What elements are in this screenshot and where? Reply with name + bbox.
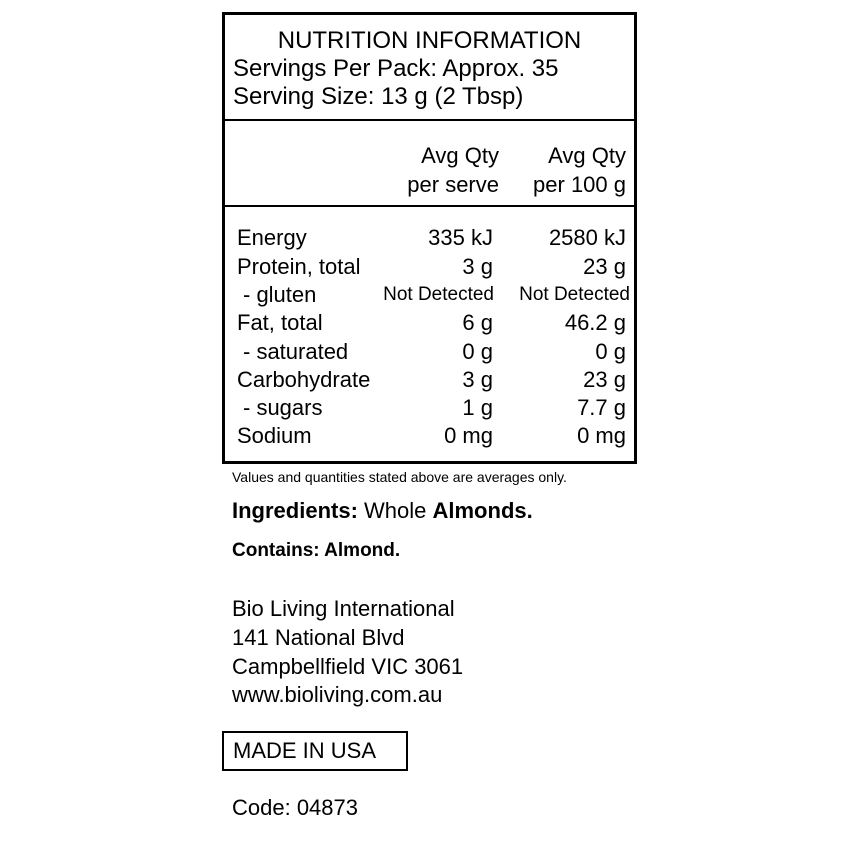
column-header-per-100g-line2: per 100 g [533,172,626,197]
nutrient-name: - gluten [243,282,317,307]
value-per-100g: 46.2 g [564,310,626,335]
value-per-100g: Not Detected [519,284,630,305]
serving-size: Serving Size: 13 g (2 Tbsp) [233,83,524,110]
table-row [225,422,634,450]
value-per-100g: 0 g [595,339,626,364]
table-row [225,281,634,309]
table-row [225,253,634,281]
value-per-100g: 0 mg [577,423,626,448]
website: www.bioliving.com.au [232,682,443,707]
city-address: Campbellfield VIC 3061 [232,654,464,679]
nutrient-name: Carbohydrate [237,367,371,392]
value-per-serve: 0 mg [444,423,493,448]
table-row [225,366,634,394]
value-per-serve: 0 g [462,339,493,364]
averages-note: Values and quantities stated above are averages only. [232,469,567,485]
column-header-per-100g [533,141,626,199]
country-of-origin-box: MADE IN USA [222,731,408,771]
company-name: Bio Living International [232,596,455,621]
nutrition-panel [222,12,637,464]
nutrient-name: Fat, total [237,310,323,335]
table-row [225,309,634,337]
column-header-per-100g-line1: Avg Qty [548,143,626,168]
street-address: 141 National Blvd [232,625,405,650]
column-headers [225,119,634,207]
value-per-serve: 3 g [462,367,493,392]
column-header-per-serve-line2: per serve [407,172,499,197]
value-per-100g: 23 g [583,367,626,392]
value-per-serve: 3 g [462,254,493,279]
value-per-serve: 6 g [462,310,493,335]
value-per-serve: 335 kJ [428,225,493,250]
table-row [225,394,634,422]
nutrition-title: NUTRITION INFORMATION [277,27,582,54]
servings-per-pack: Servings Per Pack: Approx. 35 [233,55,559,82]
value-per-100g: 2580 kJ [548,225,626,250]
ingredients-bold-text: Almonds. [432,498,533,523]
table-row [225,224,634,252]
nutrient-name: - saturated [243,339,349,364]
allergen-statement: Contains: Almond. [232,540,401,561]
product-code: Code: 04873 [232,795,358,820]
ingredients-label: Ingredients: [232,498,358,523]
nutrient-name: Protein, total [237,254,361,279]
table-row [225,338,634,366]
column-header-per-serve [407,141,499,199]
ingredients-text: Whole [357,498,433,523]
nutrient-name: - sugars [243,395,323,420]
nutrient-name: Sodium [237,423,312,448]
value-per-serve: Not Detected [383,284,494,305]
value-per-serve: 1 g [462,395,493,420]
nutrient-name: Energy [237,225,307,250]
ingredients [232,497,533,525]
nutrition-panel-header [225,15,634,121]
value-per-100g: 7.7 g [577,395,626,420]
value-per-100g: 23 g [583,254,626,279]
column-header-per-serve-line1: Avg Qty [421,143,499,168]
